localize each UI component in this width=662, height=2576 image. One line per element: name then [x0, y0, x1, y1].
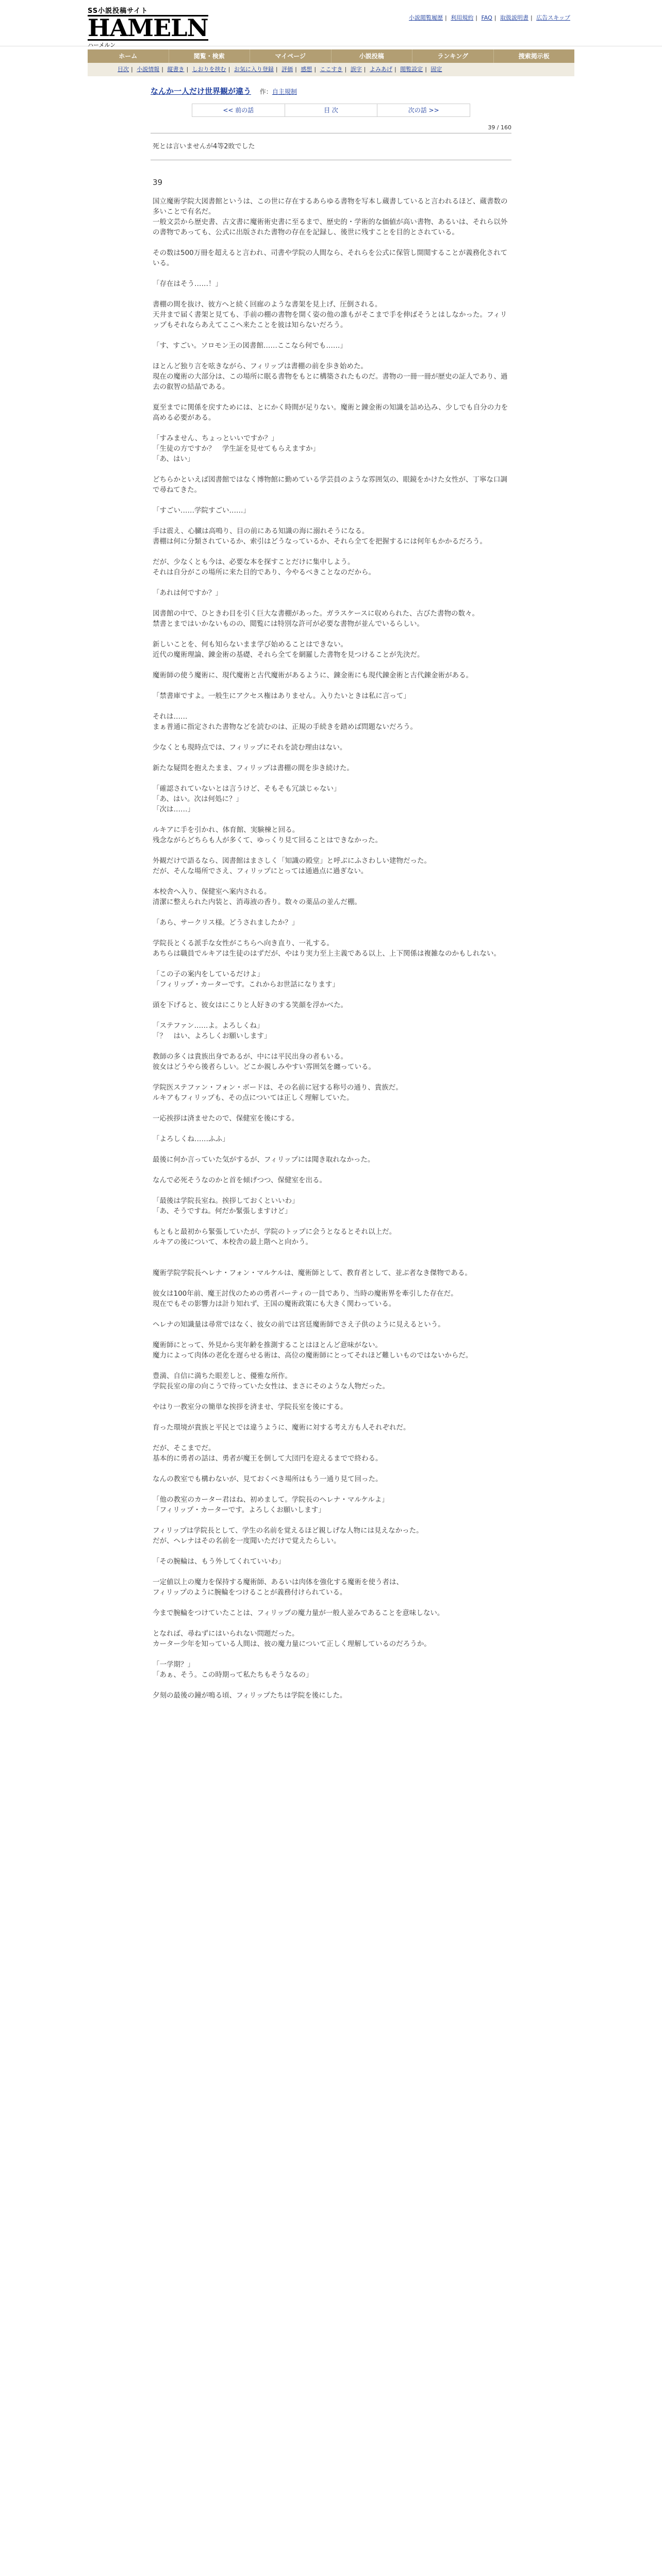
nav-browse[interactable]: 閲覧・検索 — [169, 49, 251, 63]
body-paragraph: 「一学期？」 — [153, 1660, 194, 1669]
body-paragraph: 「あ、はい。次は何処に？」 — [153, 795, 243, 803]
page-number: 39 / 160 — [488, 124, 511, 131]
body-paragraph — [153, 1144, 509, 1155]
body-paragraph: 夏至までに関係を戻すためには、とにかく時間が足りない。魔術と錬金術の知識を詰め込み、少しでも自分の力を高める必要がある。 — [153, 403, 508, 422]
body-paragraph: 「？ はい、よろしくお願いします」 — [153, 1032, 271, 1040]
body-paragraph — [153, 629, 509, 639]
prev-chapter-link[interactable]: << 前の話 — [192, 104, 285, 116]
body-paragraph — [153, 1618, 509, 1629]
body-paragraph: 現在でもその影響力は計り知れず、王国の魔術政策にも大きく関わっている。 — [153, 1300, 396, 1308]
body-paragraph: あちらは職員でルキアは生徒のはずだが、やはり実力至上主義である以上、上下関係は複雑なのかもしれない。 — [153, 950, 501, 958]
body-paragraph — [153, 1649, 509, 1659]
body-paragraph: 天井まで届く書架と見ても、手前の棚の書物を開く姿の他の誰もがそこまで手を伸ばそうとはしなかった。フィリップもそれならあえてここへ来たことを彼は知らないだろう。 — [153, 311, 507, 329]
body-paragraph — [153, 1680, 509, 1690]
body-paragraph — [153, 516, 509, 526]
body-paragraph: それは自分がこの場所に来た目的であり、今やるべきことなのだから。 — [153, 568, 375, 577]
body-paragraph: 近代の魔術理論、錬金術の基礎、それら全てを網羅した書物を見つけることが先決だ。 — [153, 651, 424, 659]
subnav-vertical[interactable]: 縦書き — [167, 66, 185, 73]
body-paragraph: となれば、尋ねずにはいられない問題だった。 — [153, 1630, 299, 1638]
body-paragraph — [153, 1433, 509, 1443]
subnav-favorite[interactable]: お気に入り登録 — [234, 66, 274, 73]
main-content — [151, 86, 511, 1701]
body-paragraph: フィリップは学院長として、学生の名前を覚えるほど親しげな人物には見えなかった。 — [153, 1527, 423, 1535]
body-paragraph — [153, 701, 509, 711]
body-paragraph: 「確認されていないとは言うけど、そもそも冗談じゃない」 — [153, 785, 341, 793]
body-paragraph: なんで必死そうなのかと首を傾げつつ、保健室を出る。 — [153, 1176, 326, 1184]
body-paragraph: 手は震え、心臓は高鳴り、目の前にある知識の海に溺れそうになる。 — [153, 527, 369, 535]
body-paragraph: 「フィリップ・カーターです。よろしくお願いします」 — [153, 1506, 325, 1514]
subnav-bookmark[interactable]: しおりを挟む — [192, 66, 226, 73]
body-paragraph: 今まで腕輪をつけていたことは、フィリップの魔力量が一般人並みであることを意味しない。 — [153, 1609, 444, 1617]
body-paragraph: 新たな疑問を抱えたまま、フィリップは書棚の間を歩き続けた。 — [153, 764, 354, 772]
body-paragraph: 残念ながらどちらも人が多くて、ゆっくり見て回ることはできなかった。 — [153, 836, 383, 844]
body-paragraph — [153, 681, 509, 691]
body-paragraph: 新しいことを、何も知らないまま学び始めることはできない。 — [153, 640, 347, 649]
body-paragraph — [153, 660, 509, 670]
body-paragraph: その数は500万冊を超えると言われ、司書や学院の人間なら、それらを公式に保管し開閲することが義務化されている。 — [153, 249, 508, 267]
link-terms[interactable]: 利用規約 — [451, 14, 474, 21]
body-paragraph: フィリップのように腕輪をつけることが義務付けられている。 — [153, 1588, 347, 1597]
novel-subnav: 目次 | 小説情報 | 縦書き | しおりを挟む | お気に入り登録 | 評価 | 感想 | ここすき | 誤字 | よみあげ | 閲覧設定 | 固定 — [88, 63, 574, 76]
body-paragraph: ほとんど独り言を呟きながら、フィリップは書棚の前を歩き始めた。 — [153, 362, 368, 370]
body-paragraph — [153, 959, 509, 969]
body-paragraph: 「すごい……学院すごい……」 — [153, 506, 250, 515]
body-paragraph: だが、少なくとも今は、必要な本を探すことだけに集中しよう。 — [153, 558, 355, 566]
body-paragraph: 育った環境が貴族と平民とでは違うように、魔術に対する考え方も人それぞれだ。 — [153, 1423, 410, 1432]
body-paragraph: カーター少年を知っている人間は、彼の魔力量について正しく理解しているのだろうか。 — [153, 1640, 431, 1648]
body-paragraph: だが、ヘレナはその名前を一度聞いただけで覚えたらしい。 — [153, 1537, 341, 1545]
body-paragraph — [153, 753, 509, 763]
body-paragraph: 「あら、サークリス様。どうされましたか？」 — [153, 919, 299, 927]
body-paragraph — [153, 1567, 509, 1577]
body-paragraph: 魔術師にとって、外見から実年齢を推測することはほとんど意味がない。 — [153, 1341, 382, 1349]
body-paragraph — [153, 547, 509, 557]
main-nav — [88, 49, 574, 63]
body-paragraph: 外観だけで語るなら、図書館はまさしく「知識の殿堂」と呼ぶにふさわしい建物だった。 — [153, 857, 431, 865]
subnav-pin[interactable]: 固定 — [431, 66, 442, 73]
toc-link[interactable]: 目 次 — [285, 104, 378, 116]
body-paragraph: ルキアに手を引かれ、体育館、実験棟と回る。 — [153, 826, 300, 834]
body-paragraph — [153, 495, 509, 505]
body-paragraph — [153, 1258, 509, 1268]
body-paragraph — [153, 773, 509, 784]
body-paragraph — [153, 330, 509, 341]
body-paragraph: 彼女は100年前、魔王討伐のための勇者パーティの一員であり、当時の魔術界を牽引した存在だ。 — [153, 1290, 458, 1298]
subnav-settings[interactable]: 閲覧設定 — [400, 66, 423, 73]
body-paragraph — [153, 815, 509, 825]
body-paragraph: 図書館の中で、ひときわ目を引く巨大な書棚があった。ガラスケースに収められた、古びた書物の数々。 — [153, 609, 479, 618]
body-paragraph: 基本的に勇者の話は、勇者が魔王を倒して大団円を迎えるまでで終わる。 — [153, 1454, 383, 1463]
body-paragraph: なんの教室でも構わないが、見ておくべき場所はもう一通り見て回った。 — [153, 1475, 383, 1483]
body-paragraph: 「フィリップ・カーターです。これからお世話になります」 — [153, 980, 339, 989]
body-paragraph — [153, 464, 509, 474]
subnav-rate[interactable]: 評価 — [282, 66, 293, 73]
body-paragraph: 「ステファン……よ。よろしくね」 — [153, 1022, 264, 1030]
body-paragraph — [153, 1103, 509, 1113]
body-paragraph: 「最後は学院長室ね。挨拶しておくといいわ」 — [153, 1197, 299, 1205]
body-paragraph: 「よろしくね……ふふ」 — [153, 1135, 229, 1143]
body-paragraph: 魔術学院学院長ヘレナ・フォン・マルケルは、魔術師として、教育者として、並ぶ者なき傑物である。 — [153, 1269, 472, 1277]
body-paragraph — [153, 1392, 509, 1402]
body-paragraph — [153, 1361, 509, 1371]
body-paragraph: どちらかといえば図書館ではなく博物館に勤めている学芸員のような雰囲気の、眼鏡をかけた女性が、丁寧な口調で尋ねてきた。 — [153, 476, 507, 494]
body-paragraph: 清潔に整えられた内装と、消毒液の香り。数々の薬品の並んだ棚。 — [153, 898, 361, 906]
body-paragraph: 最後に何か言っていた気がするが、フィリップには聞き取れなかった。 — [153, 1156, 375, 1164]
body-paragraph — [153, 1464, 509, 1474]
body-paragraph: 「生徒の方ですか？ 学生証を見せてもらえますか」 — [153, 445, 320, 453]
body-paragraph: 「この子の案内をしているだけよ」 — [153, 970, 264, 978]
link-skip-ads[interactable]: 広告スキップ — [536, 14, 570, 21]
body-paragraph: 「あぁ、そう。この時期って私たちもそうなるの」 — [153, 1671, 313, 1679]
body-paragraph: 学院長室の扉の向こうで待っていた女性は、まさにそのような人物だった。 — [153, 1382, 389, 1391]
body-paragraph: 禁書とまではいかないものの、閲覧には特別な許可が必要な書物が並んでいるらしい。 — [153, 620, 424, 628]
body-paragraph — [153, 392, 509, 402]
body-paragraph: 「次は……」 — [153, 805, 194, 814]
subnav-toc[interactable]: 目次 — [118, 66, 129, 73]
body-paragraph — [153, 238, 509, 248]
body-paragraph: だが、そこまでだ。 — [153, 1444, 216, 1452]
body-paragraph — [153, 928, 509, 938]
subnav-like[interactable]: ここすき — [320, 66, 343, 73]
nav-ranking[interactable]: ランキング — [412, 49, 494, 63]
author-line — [260, 88, 297, 95]
nav-mypage[interactable]: マイページ — [250, 49, 332, 63]
body-paragraph: 一般文芸から歴史書、古文書に魔術術史書に至るまで、歴史的・学術的な価値が高い書物、あるいは、それら以外の書物であっても、公式に出版された書物の存在を記録し、後世に残すことを目的とされている。 — [153, 218, 508, 236]
body-paragraph — [153, 1072, 509, 1082]
logo-kana: ハーメルン — [88, 42, 116, 48]
body-paragraph — [153, 351, 509, 361]
chapter-body — [151, 196, 511, 1701]
body-paragraph: ルキアもフィリップも、その点については正しく理解していた。 — [153, 1094, 354, 1102]
nav-post[interactable]: 小説投稿 — [332, 49, 413, 63]
body-paragraph — [153, 1165, 509, 1175]
body-paragraph: まぁ普通に指定された書物などを読むのは、正規の手続きを踏めば問題ないだろう。 — [153, 723, 417, 731]
body-paragraph — [153, 876, 509, 887]
body-paragraph: 一定値以上の魔力を保持する魔術師、あるいは肉体を強化する魔術を使う者は、 — [153, 1578, 403, 1586]
novel-title[interactable]: なんか一人だけ世界観が違う — [151, 87, 252, 96]
body-paragraph: 魔力によって肉体の老化を遅らせる術は、高位の魔術師にとってそれほど難しいものではないからだ。 — [153, 1351, 473, 1360]
body-paragraph: 「すみません、ちょっといいですか？」 — [153, 434, 278, 443]
body-paragraph: 彼女はどうやら後者らしい。どこか親しみやすい雰囲気を纏っている。 — [153, 1063, 375, 1071]
body-paragraph: だが、そんな場所でさえ、フィリップにとっては通過点に過ぎない。 — [153, 867, 368, 875]
author-name[interactable]: 自主規制 — [272, 88, 297, 95]
body-paragraph: 学院医ステファン・フォン・ボードは、その名前に冠する称号の通り、貴族だ。 — [153, 1083, 403, 1092]
author-prefix: 作： — [259, 88, 272, 95]
body-paragraph — [153, 1515, 509, 1526]
logo-wordmark: HAMELN — [88, 14, 208, 42]
body-paragraph — [153, 845, 509, 856]
subnav-typo[interactable]: 誤字 — [350, 66, 362, 73]
body-paragraph: 「他の教室のカーター君はね、初めまして。学院長のヘレナ・マルケルよ」 — [153, 1496, 389, 1504]
body-paragraph: もともと最初から緊張していたが、学院のトップに会うとなるとそれ以上だ。 — [153, 1228, 396, 1236]
body-paragraph: ヘレナの知識量は尋常ではなく、彼女の前では宮廷魔術師でさえ子供のように見えるという。 — [153, 1320, 445, 1329]
body-paragraph: 書棚は何に分類されているか、索引はどうなっているか、それら全てを把握するには何年もかかるだろう。 — [153, 537, 487, 546]
body-paragraph — [153, 1309, 509, 1319]
logo-tagline: SS小説投稿サイト — [88, 7, 148, 15]
nav-home[interactable]: ホーム — [88, 49, 169, 63]
body-paragraph: 「存在はそう……！」 — [153, 280, 222, 288]
subnav-review[interactable]: 感想 — [301, 66, 312, 73]
body-paragraph — [153, 1185, 509, 1196]
site-logo[interactable] — [88, 5, 208, 48]
body-paragraph — [153, 578, 509, 588]
body-paragraph: 「その腕輪は、もう外してくれていいわ」 — [153, 1557, 285, 1566]
body-paragraph: 現在の魔術の大部分は、この場所に眠る書物をもとに構築されたものだ。書物の一冊一冊が歴史の証人であり、過去の叡智の結晶である。 — [153, 372, 508, 391]
body-paragraph — [153, 907, 509, 918]
body-paragraph: 少なくとも現時点では、フィリップにそれを読む理由はない。 — [153, 743, 347, 752]
site-header — [0, 0, 662, 46]
subnav-read-aloud[interactable]: よみあげ — [369, 66, 392, 73]
next-chapter-link[interactable]: 次の話 >> — [408, 107, 439, 114]
body-paragraph: 豊満、自信に満ちた眼差しと、優雅な所作。 — [153, 1372, 292, 1380]
body-paragraph: 魔術師の使う魔術に、現代魔術と古代魔術があるように、錬金術にも現代錬金術と古代錬金術がある。 — [153, 671, 473, 680]
body-paragraph: 夕刻の最後の鐘が鳴る頃、フィリップたちは学院を後にした。 — [153, 1691, 347, 1700]
chapter-number: 39 — [153, 178, 163, 187]
subnav-info[interactable]: 小説情報 — [137, 66, 160, 73]
body-paragraph — [153, 289, 509, 299]
body-paragraph — [153, 1598, 509, 1608]
preface-text: 死とは言いませんが4等2敗でした — [153, 143, 255, 150]
body-paragraph — [153, 1546, 509, 1556]
body-paragraph: 本校舎へ入り、保健室へ案内される。 — [153, 888, 271, 896]
link-manual[interactable]: 取扱説明書 — [500, 14, 528, 21]
body-paragraph: 「禁書庫ですよ。一般生にアクセス権はありません。入りたいときは私に言って」 — [153, 692, 410, 700]
body-paragraph — [153, 1247, 509, 1258]
body-paragraph — [153, 268, 509, 279]
body-paragraph — [153, 1124, 509, 1134]
top-links: 小説閲覧履歴 | 利用規約 | FAQ | 取扱説明書 | 広告スキップ — [409, 14, 570, 21]
body-paragraph: 「あ、そうですね。何だか緊張しますけど」 — [153, 1207, 292, 1215]
body-paragraph: 「あれは何ですか？」 — [153, 589, 222, 597]
body-paragraph: 書棚の間を抜け、彼方へと続く回廊のような書架を見上げ、圧倒される。 — [153, 300, 382, 309]
body-paragraph: 頭を下げると、彼女はにこりと人好きのする笑顔を浮かべた。 — [153, 1001, 347, 1009]
body-paragraph — [153, 1412, 509, 1422]
body-paragraph — [153, 598, 509, 608]
link-faq[interactable]: FAQ — [481, 14, 492, 21]
link-history[interactable]: 小説閲覧履歴 — [409, 14, 443, 21]
body-paragraph: 「あ、はい」 — [153, 455, 194, 463]
body-paragraph: 国立魔術学院大図書館というは、この世に存在するあらゆる書物を写本し蔵書していると言われるほど、蔵書数の多いことで有名だ。 — [153, 197, 508, 216]
body-paragraph: ルキアの後について、本校舎の最上階へと向かう。 — [153, 1238, 312, 1246]
body-paragraph: 一応挨拶は済ませたので、保健室を後にする。 — [153, 1114, 299, 1123]
body-paragraph — [153, 1010, 509, 1021]
body-paragraph — [153, 1330, 509, 1340]
body-paragraph — [153, 423, 509, 433]
body-paragraph: やはり一教室分の簡単な挨拶を済ませ、学院長室を後にする。 — [153, 1403, 347, 1411]
nav-board[interactable]: 捜索掲示板 — [518, 53, 550, 60]
chapter-pager — [192, 104, 470, 117]
body-paragraph — [153, 990, 509, 1000]
body-paragraph: それは…… — [153, 713, 188, 721]
body-paragraph: 教師の多くは貴族出身であるが、中には平民出身の者もいる。 — [153, 1053, 347, 1061]
body-paragraph — [153, 1278, 509, 1289]
body-paragraph — [153, 1484, 509, 1495]
body-paragraph — [153, 1041, 509, 1052]
body-paragraph — [153, 732, 509, 742]
body-paragraph: 「す、すごい。ソロモン王の図書館……ここなら何でも……」 — [153, 342, 347, 350]
body-paragraph: 学院長とくる派手な女性がこちらへ向き直り、一礼する。 — [153, 939, 334, 947]
body-paragraph — [153, 1216, 509, 1227]
title-row — [151, 86, 511, 96]
